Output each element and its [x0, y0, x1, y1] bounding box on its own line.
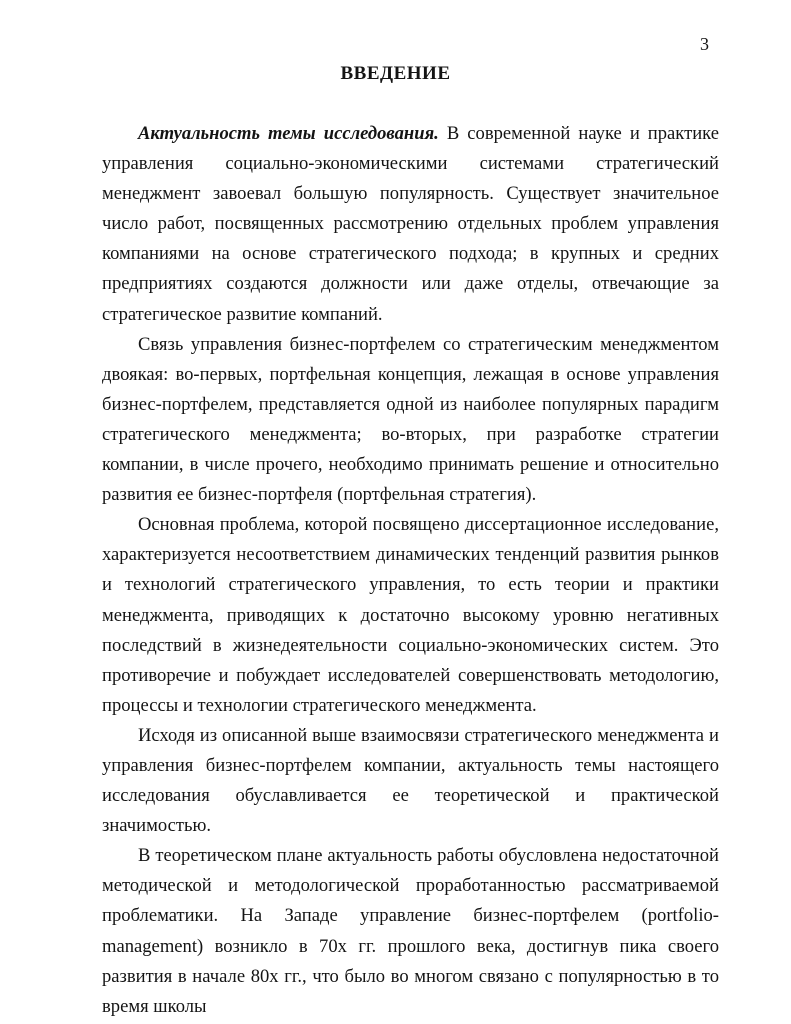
paragraph-portfolio-link: Связь управления бизнес-портфелем со стратегическим менеджментом двоякая: во-первых, портфельная концепция, лежащая в основе управления бизнес-портфелем, представляется одной из наиболее популярных парадигм стратегического менеджмента; во-вторых, при разработке стратегии компании, в числе прочего, необходимо принимать решение и относительно развития ее бизнес-портфеля (портфельная стратегия). [102, 333, 719, 506]
document-body [102, 119, 719, 1022]
paragraph-relevance [102, 119, 719, 330]
page-title: ВВЕДЕНИЕ [340, 63, 451, 84]
paragraph-main-problem: Основная проблема, которой посвящено диссертационное исследование, характеризуется несоответствием динамических тенденций развития рынков и технологий стратегического управления, то есть теории и практики менеджмента, приводящих к достаточно высокому уровню негативных последствий в жизнедеятельности социально-экономических систем. Это противоречие и побуждает исследователей совершенствовать методологию, процессы и технологии стратегического менеджмента. [102, 514, 719, 716]
relevance-lead-heading: Актуальность темы исследования. [138, 123, 439, 144]
paragraph-significance: Исходя из описанной выше взаимосвязи стратегического менеджмента и управления бизнес-портфелем компании, актуальность темы настоящего исследования обуславливается ее теоретической и практической значимостью. [102, 724, 719, 837]
paragraph-theoretical: В теоретическом плане актуальность работы обусловлена недостаточной методической и методологической проработанностью рассматриваемой проблематики. На Западе управление бизнес-портфелем (portfolio-management) возникло в 70х гг. прошлого века, достигнув пика своего развития в начале 80х гг., что было во многом связано с популярностью в то время школы [102, 845, 719, 1017]
paragraph-text: В современной науке и практике управления социально-экономическими системами стратегический менеджмент завоевал большую популярность. Существует значительное число работ, посвященных рассмотрению отдельных проблем управления компаниями на основе стратегического подхода; в крупных и средних предприятиях создаются должности или даже отделы, отвечающие за стратегическое развитие компаний. [102, 123, 719, 325]
page-number: 3 [700, 34, 709, 54]
